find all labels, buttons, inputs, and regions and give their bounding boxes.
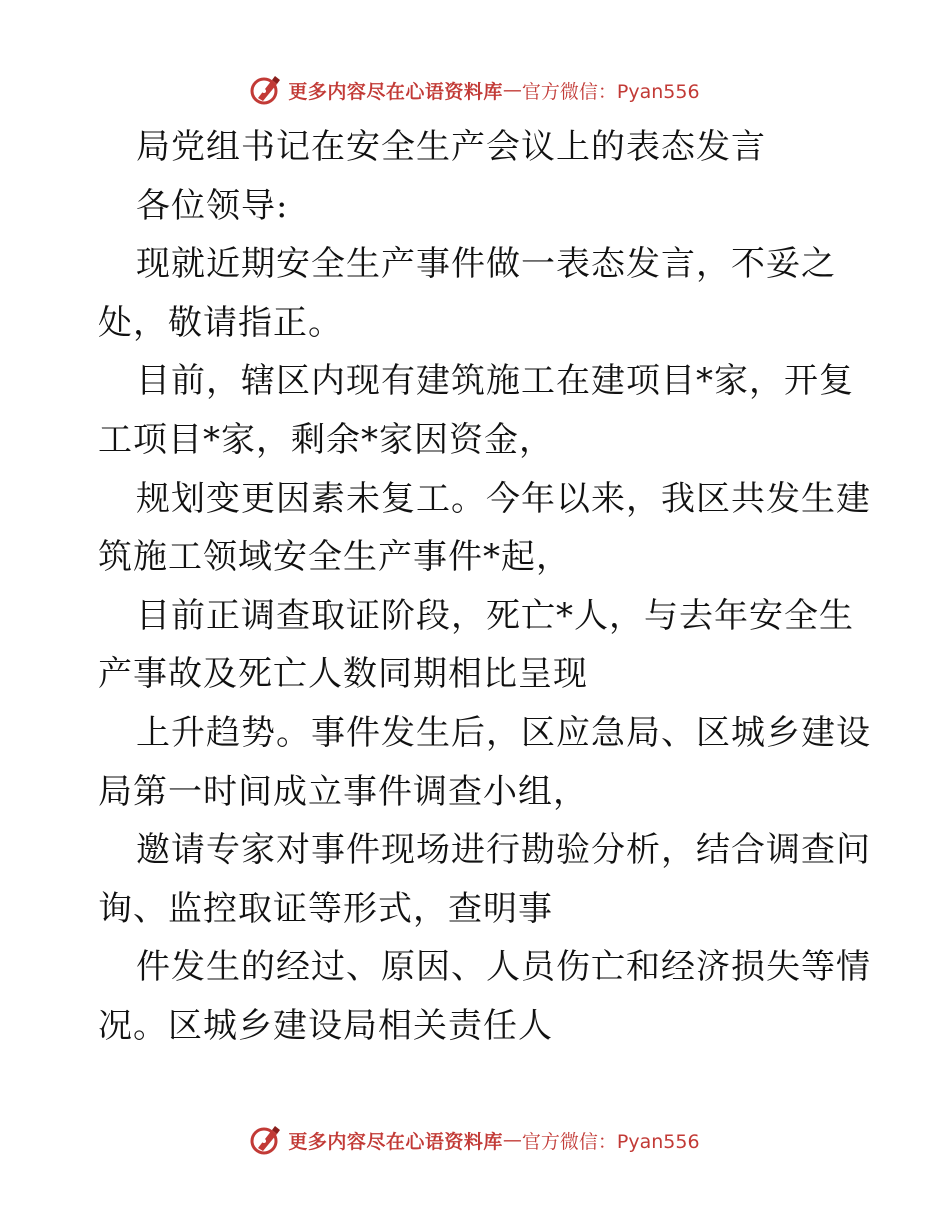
body-line: 目前，辖区内现有建筑施工在建项目*家，开复 bbox=[136, 361, 854, 402]
watermark-separator: — bbox=[502, 1129, 522, 1151]
body-line: 询、监控取证等形式，查明事 bbox=[98, 888, 553, 929]
body-line: 目前正调查取证阶段，死亡*人，与去年安全生 bbox=[136, 595, 854, 636]
watermark-wechat: 官方微信：Pyan556 bbox=[521, 80, 700, 103]
watermark-wechat: 官方微信：Pyan556 bbox=[521, 1130, 700, 1153]
body-line: 产事故及死亡人数同期相比呈现 bbox=[98, 654, 588, 695]
salutation: 各位领导: bbox=[136, 185, 289, 226]
body-line: 筑施工领域安全生产事件*起， bbox=[98, 537, 571, 578]
document-title: 局党组书记在安全生产会议上的表态发言 bbox=[136, 127, 766, 167]
pen-logo-icon bbox=[250, 1124, 282, 1156]
header-watermark bbox=[0, 70, 950, 110]
footer-watermark bbox=[0, 1120, 950, 1160]
body-line: 规划变更因素未复工。今年以来，我区共发生建 bbox=[136, 478, 871, 519]
watermark-separator: — bbox=[502, 79, 522, 101]
body-line: 件发生的经过、原因、人员伤亡和经济损失等情 bbox=[136, 947, 871, 988]
body-line: 邀请专家对事件现场进行勘验分析，结合调查问 bbox=[136, 830, 871, 871]
pen-logo-icon bbox=[250, 74, 282, 106]
body-line: 工项目*家，剩余*家因资金， bbox=[98, 419, 554, 460]
body-line: 况。区城乡建设局相关责任人 bbox=[98, 1005, 553, 1046]
document-body bbox=[98, 118, 871, 1056]
body-line: 现就近期安全生产事件做一表态发言，不妥之 bbox=[136, 244, 836, 285]
body-line: 局第一时间成立事件调查小组， bbox=[98, 771, 588, 812]
body-line: 上升趋势。事件发生后，区应急局、区城乡建设 bbox=[136, 712, 871, 753]
watermark-text: 更多内容尽在心语资料库 bbox=[288, 80, 503, 103]
watermark-text: 更多内容尽在心语资料库 bbox=[288, 1130, 503, 1153]
body-line: 处，敬请指正。 bbox=[98, 302, 343, 343]
